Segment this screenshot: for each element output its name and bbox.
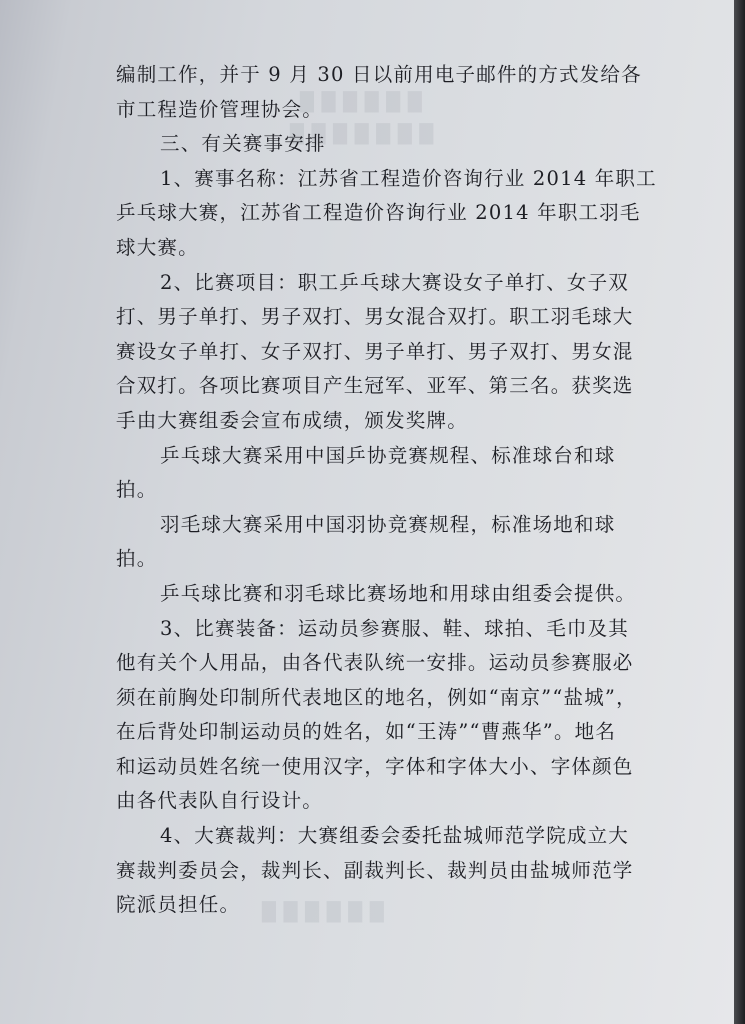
text-line: 三、有关赛事安排 [160,132,326,156]
text-line: 赛裁判委员会，裁判长、副裁判长、裁判员由盐城师范学 [116,858,634,882]
show-through-text: █ █ █ █ █ █ [300,92,423,113]
text-line: 在后背处印制运动员的姓名，如“王涛”“曹燕华”。地名 [116,720,617,744]
text-line: 须在前胸处印制所代表地区的地名，例如“南京”“盐城”， [116,685,637,709]
text-line: 编制工作，并于 9 月 30 日以前用电子邮件的方式发给各 [116,63,642,86]
text-line: 球大赛。 [116,235,199,259]
text-line: 乒乓球比赛和羽毛球比赛场地和用球由组委会提供。 [160,581,637,605]
text-line: 手由大赛组委会宣布成绩，颁发奖牌。 [116,408,468,432]
document-body-text [116,58,657,923]
text-line: 他有关个人用品，由各代表队统一安排。运动员参赛服必 [116,651,634,675]
text-line: 院派员担任。 [116,893,241,917]
show-through-text: █ █ █ █ █ █ [262,902,385,923]
page-edge [734,0,745,1024]
text-line: 乒乓球大赛采用中国乒协竞赛规程、标准球台和球 [160,443,616,467]
show-through-text: █ █ █ █ █ █ █ [290,124,435,145]
text-line: 拍。 [116,547,158,571]
text-line: 和运动员姓名统一使用汉字，字体和字体大小、字体颜色 [116,754,634,778]
text-line: 2、比赛项目：职工乒乓球大赛设女子单打、女子双 [160,270,630,294]
text-line: 拍。 [116,478,158,502]
text-line: 3、比赛装备：运动员参赛服、鞋、球拍、毛巾及其 [160,616,630,640]
text-line: 打、男子单打、男子双打、男女混合双打。职工羽毛球大 [116,305,634,329]
text-line: 赛设女子单打、女子双打、男子单打、男子双打、男女混 [116,339,634,363]
text-line: 由各代表队自行设计。 [116,789,324,813]
text-line: 1、赛事名称：江苏省工程造价咨询行业 2014 年职工 [160,166,657,190]
text-line: 市工程造价管理协会。 [116,97,324,121]
text-line: 合双打。各项比赛项目产生冠军、亚军、第三名。获奖选 [116,374,634,398]
text-line: 4、大赛裁判：大赛组委会委托盐城师范学院成立大 [160,824,630,848]
text-line: 羽毛球大赛采用中国羽协竞赛规程，标准场地和球 [160,512,616,536]
text-line: 乒乓球大赛，江苏省工程造价咨询行业 2014 年职工羽毛 [116,201,641,225]
